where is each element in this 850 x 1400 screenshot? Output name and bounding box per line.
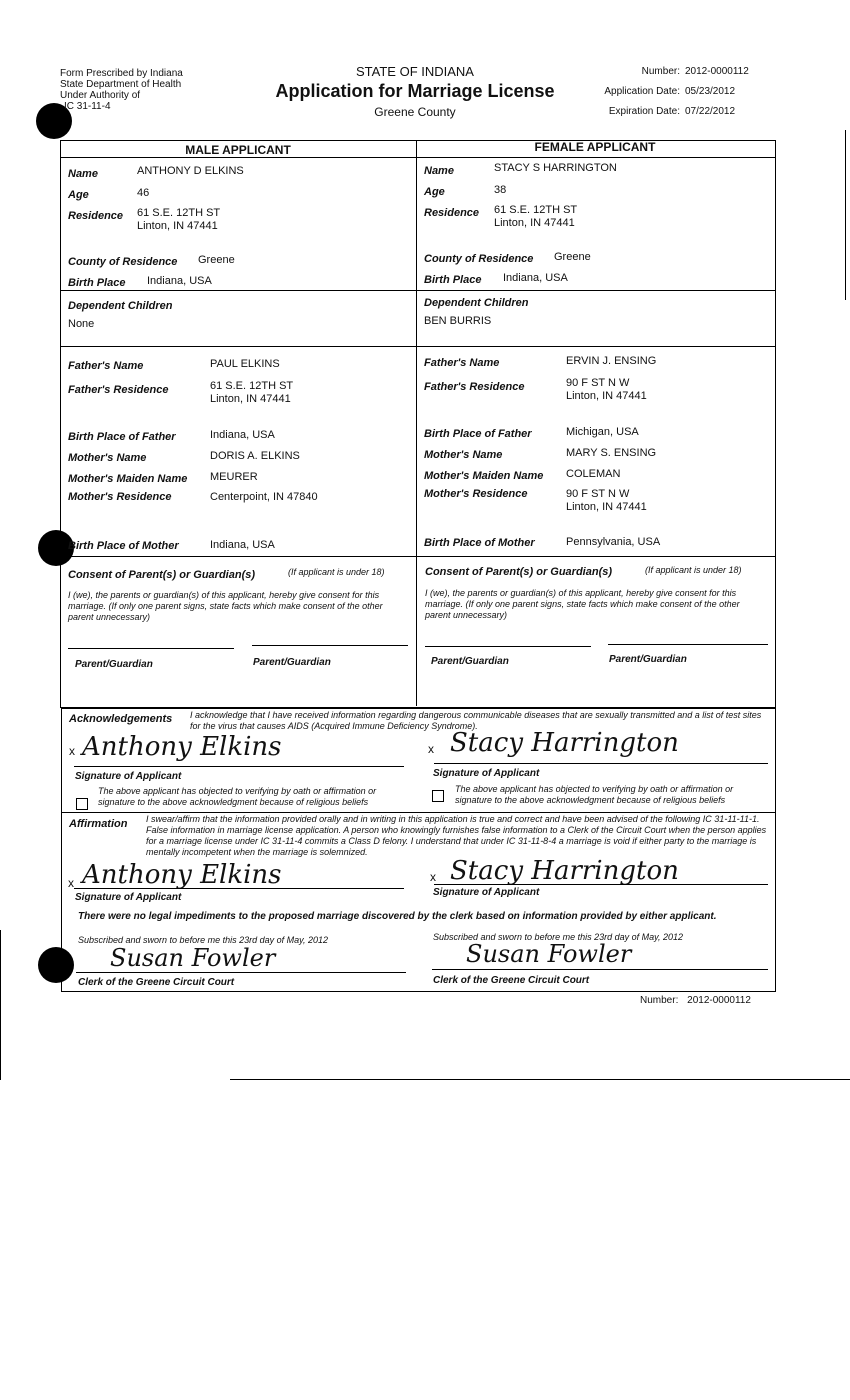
male-parent-line-1: [68, 648, 234, 649]
footer-number-value: 2012-0000112: [687, 995, 751, 1006]
male-mothers-residence-value: Centerpoint, IN 47840: [210, 491, 318, 503]
male-subscribed: Subscribed and sworn to before me this 23rd day of May, 2012: [78, 935, 328, 945]
heading-rule: [60, 157, 776, 158]
affirmation-text: I swear/affirm that the information provided orally and in writing in this application is true and correct and have been advised of the following IC 31-11-11-1. False information in marriage license application. A person who knowingly furnishes false information to a Clerk of the Circuit Court when the person applies for a marriage license under IC 31-11-4 commits a Class D felony. I understand that under IC 31-11-8-4 a marriage is void if either party to the marriage is mentally incompetent when the marriage is solemnized.: [146, 814, 767, 857]
female-birthplace-mother-label: Birth Place of Mother: [424, 537, 535, 549]
male-age-label: Age: [68, 189, 89, 201]
male-affirm-sig-label: Signature of Applicant: [75, 892, 182, 903]
rule-after-parents: [60, 556, 776, 557]
application-date-value: 05/23/2012: [685, 86, 736, 97]
female-fathers-name-label: Father's Name: [424, 357, 500, 369]
male-mothers-maiden-value: MEURER: [210, 471, 258, 483]
male-dependents-label: Dependent Children: [68, 300, 173, 312]
male-parent-guardian-2: Parent/Guardian: [253, 657, 331, 668]
female-birthplace-value: Indiana, USA: [503, 272, 568, 284]
male-age-value: 46: [137, 187, 150, 199]
female-county-label: County of Residence: [424, 253, 534, 265]
female-dependents-value: BEN BURRIS: [424, 315, 492, 327]
male-affirm-signature: Anthony Elkins: [82, 860, 282, 890]
female-dependents-label: Dependent Children: [424, 297, 529, 309]
acknowledgements-label: Acknowledgements: [69, 713, 173, 725]
female-clerk-label: Clerk of the Greene Circuit Court: [433, 975, 590, 986]
male-mothers-maiden-label: Mother's Maiden Name: [68, 473, 188, 485]
male-residence-value: 61 S.E. 12TH ST Linton, IN 47441: [137, 207, 221, 232]
male-objection-text: The above applicant has objected to verifying by oath or affirmation or signature to the above acknowledgment because of religious beliefs: [98, 786, 377, 807]
male-applicant-heading: MALE APPLICANT: [185, 143, 291, 157]
male-birthplace-mother-label: Birth Place of Mother: [68, 540, 179, 552]
male-consent-text: I (we), the parents or guardian(s) of this applicant, hereby give consent for this marriage. (If only one parent signs, state facts which make consent of the other parent unnecessary): [68, 590, 383, 622]
male-affirm-sig-x: x: [68, 876, 74, 890]
male-signature-line: [74, 766, 404, 767]
male-birthplace-mother-value: Indiana, USA: [210, 539, 275, 551]
rule-before-affirmation: [61, 812, 775, 813]
female-parent-guardian-2: Parent/Guardian: [609, 654, 687, 665]
scan-edge-bottom: [230, 1079, 850, 1080]
female-parent-line-2: [608, 644, 768, 645]
male-fathers-name-label: Father's Name: [68, 360, 144, 372]
male-parent-line-2: [252, 645, 408, 646]
female-signature-label: Signature of Applicant: [433, 768, 540, 779]
female-clerk-line: [432, 969, 768, 970]
female-mothers-residence-value: 90 F ST N W Linton, IN 47441: [566, 488, 647, 513]
male-parent-guardian-1: Parent/Guardian: [75, 659, 153, 670]
female-fathers-residence-value: 90 F ST N W Linton, IN 47441: [566, 377, 647, 402]
female-parent-line-1: [425, 646, 591, 647]
male-mothers-residence-label: Mother's Residence: [68, 491, 172, 503]
center-divider: [416, 140, 417, 706]
no-impediments-statement: There were no legal impediments to the proposed marriage discovered by the clerk based on information provided by either applicant.: [78, 911, 717, 922]
number-value: 2012-0000112: [685, 66, 749, 77]
female-name-value: STACY S HARRINGTON: [494, 162, 617, 174]
female-consent-label: Consent of Parent(s) or Guardian(s): [425, 566, 613, 578]
female-objection-text: The above applicant has objected to verifying by oath or affirmation or signature to the above acknowledgment because of religious beliefs: [455, 784, 734, 805]
male-birthplace-label: Birth Place: [68, 277, 126, 289]
female-age-label: Age: [424, 186, 445, 198]
female-mothers-maiden-value: COLEMAN: [566, 468, 621, 480]
female-mothers-maiden-label: Mother's Maiden Name: [424, 470, 544, 482]
male-sig-x: x: [69, 744, 75, 758]
male-birthplace-father-label: Birth Place of Father: [68, 431, 176, 443]
male-county-label: County of Residence: [68, 256, 178, 268]
male-clerk-signature: Susan Fowler: [110, 944, 276, 972]
male-residence-label: Residence: [68, 210, 124, 222]
female-signature-line: [434, 763, 768, 764]
female-fathers-name-value: ERVIN J. ENSING: [566, 355, 657, 367]
county-heading: Greene County: [374, 105, 456, 119]
female-parent-guardian-1: Parent/Guardian: [431, 656, 509, 667]
male-affirm-line: [74, 888, 404, 889]
female-applicant-heading: FEMALE APPLICANT: [534, 140, 656, 154]
expiration-date-value: 07/22/2012: [685, 106, 736, 117]
female-name-label: Name: [424, 165, 454, 177]
female-residence-value: 61 S.E. 12TH ST Linton, IN 47441: [494, 204, 578, 229]
female-birthplace-label: Birth Place: [424, 274, 482, 286]
male-signature-label: Signature of Applicant: [75, 771, 182, 782]
expiration-date-label: Expiration Date:: [608, 106, 680, 117]
footer-number-label: Number:: [640, 995, 679, 1006]
female-clerk-signature: Susan Fowler: [466, 940, 632, 968]
scan-edge-left: [0, 930, 1, 1080]
female-consent-text: I (we), the parents or guardian(s) of this applicant, hereby give consent for this marriage. (If only one parent signs, state facts which make consent of the other parent unnecessary): [425, 588, 740, 620]
application-date-label: Application Date:: [604, 86, 680, 97]
male-birthplace-value: Indiana, USA: [147, 275, 212, 287]
male-consent-note: (If applicant is under 18): [288, 567, 385, 577]
header-meta: [585, 66, 785, 126]
female-birthplace-father-value: Michigan, USA: [566, 426, 639, 438]
male-clerk-label: Clerk of the Greene Circuit Court: [78, 977, 235, 988]
female-age-value: 38: [494, 184, 507, 196]
state-heading: STATE OF INDIANA: [356, 64, 474, 79]
female-affirm-sig-label: Signature of Applicant: [433, 887, 540, 898]
male-name-label: Name: [68, 168, 98, 180]
male-name-value: ANTHONY D ELKINS: [137, 165, 244, 177]
female-birthplace-father-label: Birth Place of Father: [424, 428, 532, 440]
male-mothers-name-label: Mother's Name: [68, 452, 147, 464]
male-consent-label: Consent of Parent(s) or Guardian(s): [68, 569, 256, 581]
female-objection-checkbox[interactable]: [432, 790, 444, 802]
footer-number: [640, 995, 751, 1006]
female-mothers-name-value: MARY S. ENSING: [566, 447, 657, 459]
number-label: Number:: [641, 66, 680, 77]
form-prescribed: Form Prescribed by Indiana State Department of Health Under Authority of IC 31-11-4: [60, 68, 183, 112]
female-sig-x: x: [428, 742, 434, 756]
female-mothers-name-label: Mother's Name: [424, 449, 503, 461]
male-fathers-residence-value: 61 S.E. 12TH ST Linton, IN 47441: [210, 380, 294, 405]
male-dependents-value: None: [68, 318, 95, 330]
scan-edge-right: [845, 130, 846, 300]
male-signature: Anthony Elkins: [82, 732, 282, 762]
female-affirm-signature: Stacy Harrington: [450, 856, 679, 886]
female-fathers-residence-label: Father's Residence: [424, 381, 525, 393]
affirmation-label: Affirmation: [69, 818, 128, 830]
female-county-value: Greene: [554, 251, 591, 263]
acknowledgements-text: I acknowledge that I have received information regarding dangerous communicable diseases that are sexually transmitted and a list of test sites for the virus that causes AIDS (Acquired Immune Deficiency Syndrome).: [190, 710, 762, 731]
rule-after-dependents: [60, 346, 776, 347]
page-title: Application for Marriage License: [275, 81, 555, 101]
female-mothers-residence-label: Mother's Residence: [424, 488, 528, 500]
male-mothers-name-value: DORIS A. ELKINS: [210, 450, 300, 462]
male-objection-checkbox[interactable]: [76, 798, 88, 810]
male-fathers-name-value: PAUL ELKINS: [210, 358, 280, 370]
female-affirm-sig-x: x: [430, 870, 436, 884]
male-fathers-residence-label: Father's Residence: [68, 384, 169, 396]
female-consent-note: (If applicant is under 18): [645, 565, 742, 575]
female-signature: Stacy Harrington: [450, 728, 679, 758]
female-subscribed: Subscribed and sworn to before me this 23rd day of May, 2012: [433, 932, 683, 942]
female-affirm-line: [434, 884, 768, 885]
male-clerk-line: [76, 972, 406, 973]
female-residence-label: Residence: [424, 207, 480, 219]
rule-after-birthplace: [60, 290, 776, 291]
male-birthplace-father-value: Indiana, USA: [210, 429, 275, 441]
male-county-value: Greene: [198, 254, 235, 266]
female-birthplace-mother-value: Pennsylvania, USA: [566, 536, 661, 548]
